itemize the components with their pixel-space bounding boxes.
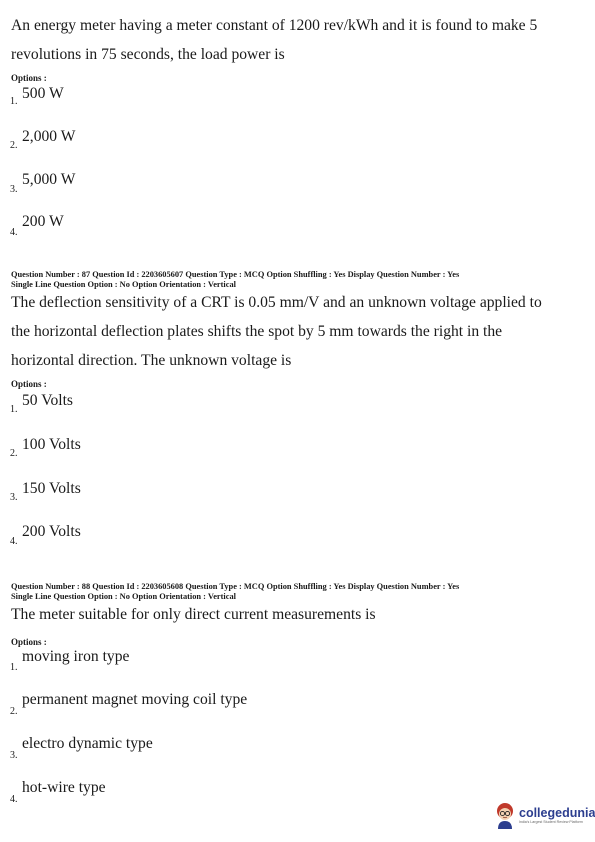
option-number: 3. <box>10 750 18 761</box>
question-87-text-line-3: horizontal direction. The unknown voltage is <box>11 352 292 369</box>
option-number: 1. <box>10 96 18 107</box>
option-text: permanent magnet moving coil type <box>22 691 248 708</box>
logo-wordmark: collegedunia <box>519 806 595 820</box>
option-number: 3. <box>10 184 18 195</box>
option-text: 2,000 W <box>22 128 76 145</box>
option-text: 500 W <box>22 85 64 102</box>
option-text: 100 Volts <box>22 436 81 453</box>
option-number: 4. <box>10 794 18 805</box>
option-number: 1. <box>10 404 18 415</box>
option-number: 1. <box>10 662 18 673</box>
question-87-meta-line-2: Single Line Question Option : No Option Orientation : Vertical <box>11 280 236 289</box>
option-number: 4. <box>10 536 18 547</box>
question-88-meta-line-2: Single Line Question Option : No Option Orientation : Vertical <box>11 592 236 601</box>
question-88-text-line-1: The meter suitable for only direct current measurements is <box>11 606 376 623</box>
option-number: 2. <box>10 706 18 717</box>
question-87-meta-line-1: Question Number : 87 Question Id : 2203605607 Question Type : MCQ Option Shuffling : Yes Display Question Number : Yes <box>11 270 460 279</box>
logo-tagline: India's Largest Student Review Platform <box>519 820 583 824</box>
option-text: 5,000 W <box>22 171 76 188</box>
collegedunia-logo <box>494 798 594 834</box>
option-number: 2. <box>10 448 18 459</box>
option-text: 200 Volts <box>22 523 81 540</box>
question-87-text-line-2: the horizontal deflection plates shifts the spot by 5 mm towards the right in the <box>11 323 503 340</box>
option-text: 200 W <box>22 213 64 230</box>
option-number: 4. <box>10 227 18 238</box>
option-number: 2. <box>10 140 18 151</box>
options-label: Options : <box>11 637 47 647</box>
option-text: electro dynamic type <box>22 735 153 752</box>
question-86-text-line-2: revolutions in 75 seconds, the load power is <box>11 46 285 63</box>
option-text: 150 Volts <box>22 480 81 497</box>
question-87-text-line-1: The deflection sensitivity of a CRT is 0.05 mm/V and an unknown voltage applied to <box>11 294 542 311</box>
mascot-icon <box>494 802 516 830</box>
options-label: Options : <box>11 73 47 83</box>
option-text: hot-wire type <box>22 779 106 796</box>
options-label: Options : <box>11 379 47 389</box>
question-88-meta-line-1: Question Number : 88 Question Id : 2203605608 Question Type : MCQ Option Shuffling : Yes Display Question Number : Yes <box>11 582 460 591</box>
option-text: moving iron type <box>22 648 130 665</box>
option-number: 3. <box>10 492 18 503</box>
option-text: 50 Volts <box>22 392 73 409</box>
question-86-text-line-1: An energy meter having a meter constant of 1200 rev/kWh and it is found to make 5 <box>11 17 538 34</box>
